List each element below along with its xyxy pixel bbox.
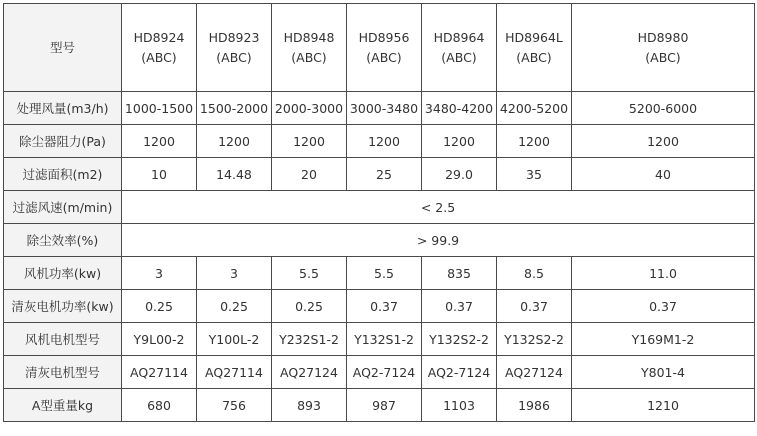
value-cell: 20 [272,158,347,191]
model-cell [497,4,572,92]
model-sub: (ABC) [216,49,252,65]
value-cell: 11.0 [572,257,755,290]
model-cell [197,4,272,92]
value-cell: 0.25 [197,290,272,323]
model-cell [422,4,497,92]
header-label-cell [4,4,122,92]
merged-value-cell: < 2.5 [122,191,755,224]
value-cell: 0.37 [497,290,572,323]
row-label: 处理风量(m3/h) [4,92,122,125]
model-name: HD8980 [637,29,689,45]
value-cell: 1200 [197,125,272,158]
value-cell: 10 [122,158,197,191]
value-cell: Y801-4 [572,356,755,389]
value-cell: 893 [272,389,347,422]
value-cell: Y132S2-2 [422,323,497,356]
row-weight [4,389,755,422]
model-cell [572,4,755,92]
row-cleaning-motor-model [4,356,755,389]
spec-table [3,3,755,422]
value-cell: Y132S1-2 [347,323,422,356]
value-cell: 3480-4200 [422,92,497,125]
value-cell: 29.0 [422,158,497,191]
value-cell: AQ27114 [197,356,272,389]
model-sub: (ABC) [141,49,177,65]
model-cell [122,4,197,92]
value-cell: AQ27114 [122,356,197,389]
row-label: 除尘器阻力(Pa) [4,125,122,158]
value-cell: 35 [497,158,572,191]
row-label: 过滤面积(m2) [4,158,122,191]
value-cell: Y232S1-2 [272,323,347,356]
value-cell: Y132S2-2 [497,323,572,356]
row-label: 风机功率(kw) [4,257,122,290]
merged-value-cell: > 99.9 [122,224,755,257]
model-name: HD8948 [283,29,335,45]
header-label: 型号 [49,39,75,55]
value-cell: 0.37 [347,290,422,323]
value-cell: 987 [347,389,422,422]
row-label: 清灰电机型号 [4,356,122,389]
model-name: HD8956 [358,29,410,45]
value-cell: 1200 [497,125,572,158]
value-cell: 1200 [272,125,347,158]
value-cell: 1200 [347,125,422,158]
model-name: HD8964 [433,29,485,45]
model-name: HD8964L [505,29,563,45]
value-cell: AQ27124 [497,356,572,389]
value-cell: 2000-3000 [272,92,347,125]
value-cell: 1986 [497,389,572,422]
value-cell: 4200-5200 [497,92,572,125]
value-cell: 0.25 [272,290,347,323]
value-cell: 1210 [572,389,755,422]
model-name: HD8924 [133,29,185,45]
value-cell: 1500-2000 [197,92,272,125]
value-cell: 1103 [422,389,497,422]
row-fan-motor-model [4,323,755,356]
row-label: 风机电机型号 [4,323,122,356]
row-airflow [4,92,755,125]
value-cell: 680 [122,389,197,422]
value-cell: AQ2-7124 [422,356,497,389]
value-cell: 1200 [422,125,497,158]
value-cell: Y100L-2 [197,323,272,356]
value-cell: 1200 [122,125,197,158]
value-cell: 40 [572,158,755,191]
value-cell: 5.5 [272,257,347,290]
value-cell: 5200-6000 [572,92,755,125]
model-name: HD8923 [208,29,260,45]
value-cell: 3 [197,257,272,290]
row-label: 过滤风速(m/min) [4,191,122,224]
value-cell: 835 [422,257,497,290]
header-row [4,4,755,92]
row-efficiency [4,224,755,257]
value-cell: 3 [122,257,197,290]
value-cell: 0.37 [422,290,497,323]
model-sub: (ABC) [366,49,402,65]
row-cleaning-motor-power [4,290,755,323]
value-cell: Y169M1-2 [572,323,755,356]
value-cell: 756 [197,389,272,422]
value-cell: 8.5 [497,257,572,290]
value-cell: AQ27124 [272,356,347,389]
row-filter-area [4,158,755,191]
row-resistance [4,125,755,158]
model-cell [347,4,422,92]
value-cell: 5.5 [347,257,422,290]
row-label: 除尘效率(%) [4,224,122,257]
model-sub: (ABC) [291,49,327,65]
value-cell: 25 [347,158,422,191]
row-fan-power [4,257,755,290]
model-sub: (ABC) [516,49,552,65]
value-cell: 1200 [572,125,755,158]
value-cell: 3000-3480 [347,92,422,125]
row-label: 清灰电机功率(kw) [4,290,122,323]
value-cell: 0.37 [572,290,755,323]
value-cell: 0.25 [122,290,197,323]
row-filter-velocity [4,191,755,224]
model-cell [272,4,347,92]
spec-table-body [4,4,755,422]
model-sub: (ABC) [441,49,477,65]
value-cell: Y9L00-2 [122,323,197,356]
value-cell: 14.48 [197,158,272,191]
value-cell: AQ2-7124 [347,356,422,389]
model-sub: (ABC) [645,49,681,65]
value-cell: 1000-1500 [122,92,197,125]
row-label: A型重量kg [4,389,122,422]
